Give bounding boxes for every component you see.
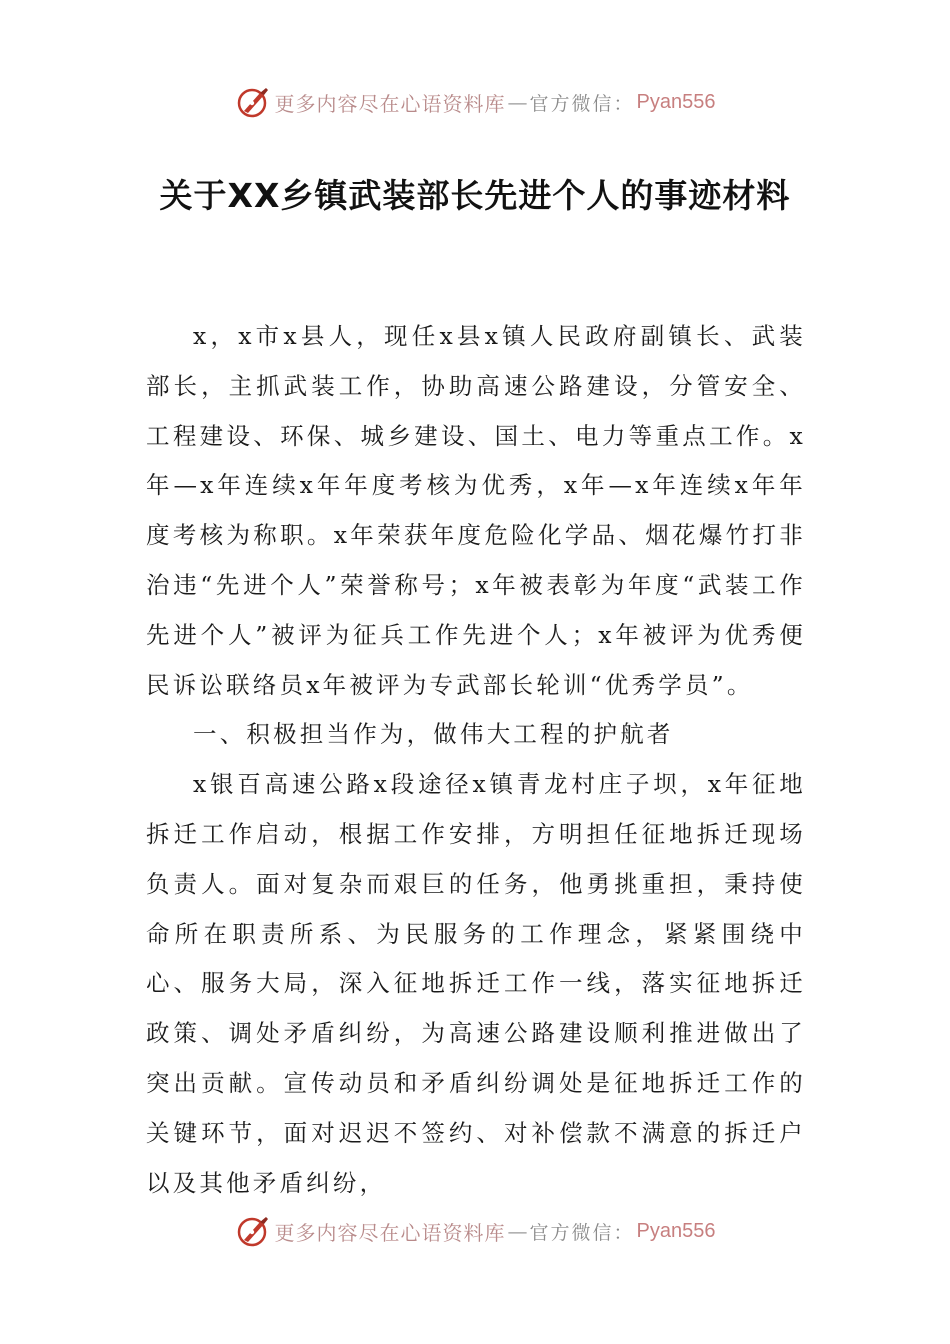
header-banner — [0, 80, 950, 124]
document-title: 关于XX乡镇武装部长先进个人的事迹材料 — [159, 176, 791, 215]
section-heading: 一、积极担当作为，做伟大工程的护航者 — [193, 720, 674, 749]
document-body — [146, 312, 806, 1208]
pen-logo-icon — [235, 1213, 271, 1249]
paragraph-section-1: x银百高速公路x段途径x镇青龙村庄子坝，x年征地拆迁工作启动，根据工作安排，方明担任征地拆迁现场负责人。面对复杂而艰巨的任务，他勇挑重担，秉持使命所在职责所系、为民服务的工作理念，紧紧围绕中心、服务大局，深入征地拆迁工作一线，落实征地拆迁政策、调处矛盾纠纷，为高速公路建设顺利推进做出了突出贡献。宣传动员和矛盾纠纷调处是征地拆迁工作的关键环节，面对迟迟不签约、对补偿款不满意的拆迁户以及其他矛盾纠纷， — [146, 770, 806, 1197]
banner-dash: — — [507, 1219, 528, 1243]
banner-dash: — — [507, 90, 528, 114]
banner-wechat-label: 官方微信： — [529, 1221, 635, 1244]
banner-wechat-id: Pyan556 — [636, 90, 716, 113]
footer-banner — [0, 1209, 950, 1253]
banner-wechat-label: 官方微信： — [529, 92, 635, 115]
pen-logo-icon — [235, 84, 271, 120]
banner-wechat-id: Pyan556 — [636, 1219, 716, 1242]
banner-text: 更多内容尽在心语资料库 — [274, 1220, 506, 1245]
paragraph-intro: x，x市x县人，现任x县x镇人民政府副镇长、武装部长，主抓武装工作，协助高速公路建设，分管安全、工程建设、环保、城乡建设、国土、电力等重点工作。x年—x年连续x年年度考核为优秀，x年—x年连续x年年度考核为称职。x年荣获年度危险化学品、烟花爆竹打非治违“先进个人”荣誉称号；x年被表彰为年度“武装工作先进个人”被评为征兵工作先进个人；x年被评为优秀便民诉讼联络员x年被评为专武部长轮训“优秀学员”。 — [146, 322, 806, 699]
banner-text: 更多内容尽在心语资料库 — [274, 91, 506, 116]
